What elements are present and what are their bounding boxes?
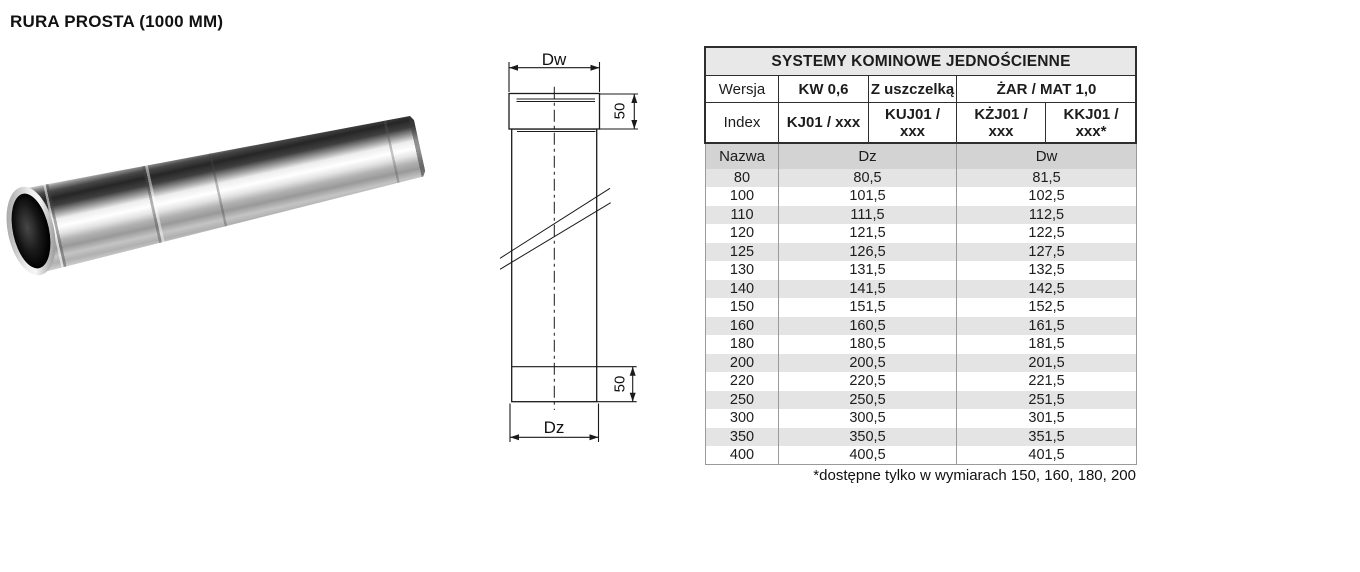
index-kkj-cell xyxy=(1046,103,1137,144)
table-row xyxy=(706,261,1137,280)
pipe-photo xyxy=(5,105,440,340)
index-kuj-cell xyxy=(869,103,957,144)
cell-dw: 81,5 xyxy=(957,169,1137,188)
cell-name: 80 xyxy=(706,169,779,188)
cell-dw: 112,5 xyxy=(957,206,1137,225)
table-row xyxy=(706,409,1137,428)
index-kzj-line2: xxx xyxy=(988,123,1014,140)
technical-drawing xyxy=(478,40,663,460)
pipe-drawing-svg xyxy=(478,40,663,460)
cell-dz: 111,5 xyxy=(779,206,957,225)
index-kkj-line1: KKJ01 / xyxy=(1063,105,1119,123)
cell-dz: 141,5 xyxy=(779,280,957,299)
cell-dw: 127,5 xyxy=(957,243,1137,262)
nazwa-label-cell: Nazwa xyxy=(706,144,779,169)
cell-dz: 400,5 xyxy=(779,446,957,465)
cell-dz: 131,5 xyxy=(779,261,957,280)
cell-dw: 132,5 xyxy=(957,261,1137,280)
table-row xyxy=(706,372,1137,391)
spec-table xyxy=(705,47,1137,465)
table-row xyxy=(706,446,1137,465)
table-row xyxy=(706,298,1137,317)
cell-dw: 152,5 xyxy=(957,298,1137,317)
cell-dz: 160,5 xyxy=(779,317,957,336)
cell-dw: 351,5 xyxy=(957,428,1137,447)
dw-label-cell: Dw xyxy=(957,144,1137,169)
cell-dz: 151,5 xyxy=(779,298,957,317)
index-label-cell: Index xyxy=(706,103,779,144)
index-kuj-line1: KUJ01 / xyxy=(884,105,941,123)
table-row xyxy=(706,169,1137,188)
cell-dz: 121,5 xyxy=(779,224,957,243)
cell-dw: 161,5 xyxy=(957,317,1137,336)
cell-name: 350 xyxy=(706,428,779,447)
table-row xyxy=(706,428,1137,447)
cell-dw: 201,5 xyxy=(957,354,1137,373)
cell-name: 150 xyxy=(706,298,779,317)
table-row xyxy=(706,224,1137,243)
table-row xyxy=(706,335,1137,354)
nazwa-header-row xyxy=(706,144,1137,169)
table-title-row xyxy=(706,48,1137,76)
cell-dz: 350,5 xyxy=(779,428,957,447)
cell-name: 120 xyxy=(706,224,779,243)
table-row xyxy=(706,317,1137,336)
cell-name: 250 xyxy=(706,391,779,410)
cell-dz: 200,5 xyxy=(779,354,957,373)
cell-name: 140 xyxy=(706,280,779,299)
cell-dz: 180,5 xyxy=(779,335,957,354)
cell-name: 100 xyxy=(706,187,779,206)
cell-dw: 221,5 xyxy=(957,372,1137,391)
table-row xyxy=(706,391,1137,410)
cell-dw: 102,5 xyxy=(957,187,1137,206)
table-row xyxy=(706,206,1137,225)
version-zar-cell: ŻAR / MAT 1,0 xyxy=(957,76,1137,103)
cell-name: 180 xyxy=(706,335,779,354)
cell-dz: 126,5 xyxy=(779,243,957,262)
cell-name: 160 xyxy=(706,317,779,336)
cell-dw: 401,5 xyxy=(957,446,1137,465)
version-uszczelka-cell: Z uszczelką xyxy=(869,76,957,103)
cell-dz: 101,5 xyxy=(779,187,957,206)
index-kzj-line1: KŻJ01 / xyxy=(974,105,1028,123)
cell-dz: 220,5 xyxy=(779,372,957,391)
page-title: RURA PROSTA (1000 MM) xyxy=(10,12,224,31)
cell-dz: 250,5 xyxy=(779,391,957,410)
index-kj-cell: KJ01 / xxx xyxy=(779,103,869,144)
index-header-row xyxy=(706,103,1137,144)
cell-name: 110 xyxy=(706,206,779,225)
size-rows xyxy=(706,169,1137,465)
version-header-row xyxy=(706,76,1137,103)
dim-label-50-end: 50 xyxy=(611,375,629,393)
index-kkj-line2: xxx* xyxy=(1075,123,1107,140)
cell-dw: 142,5 xyxy=(957,280,1137,299)
pipe-body xyxy=(22,104,429,273)
dim-label-dz: Dz xyxy=(543,418,565,437)
table-row xyxy=(706,243,1137,262)
cell-dw: 122,5 xyxy=(957,224,1137,243)
cell-name: 300 xyxy=(706,409,779,428)
cell-name: 125 xyxy=(706,243,779,262)
table-title: SYSTEMY KOMINOWE JEDNOŚCIENNE xyxy=(706,48,1137,76)
cell-name: 220 xyxy=(706,372,779,391)
footnote: *dostępne tylko w wymiarach 150, 160, 180, 200 xyxy=(813,467,1136,484)
cell-dw: 251,5 xyxy=(957,391,1137,410)
cell-dw: 181,5 xyxy=(957,335,1137,354)
index-kuj-line2: xxx xyxy=(899,123,926,140)
dim-label-dw: Dw xyxy=(541,50,567,69)
cell-name: 130 xyxy=(706,261,779,280)
version-kw-cell: KW 0,6 xyxy=(779,76,869,103)
cell-dw: 301,5 xyxy=(957,409,1137,428)
dim-label-50-socket: 50 xyxy=(611,102,629,120)
index-kzj-cell xyxy=(957,103,1046,144)
cell-name: 400 xyxy=(706,446,779,465)
table-row xyxy=(706,354,1137,373)
wersja-label-cell: Wersja xyxy=(706,76,779,103)
dz-label-cell: Dz xyxy=(779,144,957,169)
table-row xyxy=(706,280,1137,299)
cell-name: 200 xyxy=(706,354,779,373)
table-row xyxy=(706,187,1137,206)
cell-dz: 300,5 xyxy=(779,409,957,428)
cell-dz: 80,5 xyxy=(779,169,957,188)
